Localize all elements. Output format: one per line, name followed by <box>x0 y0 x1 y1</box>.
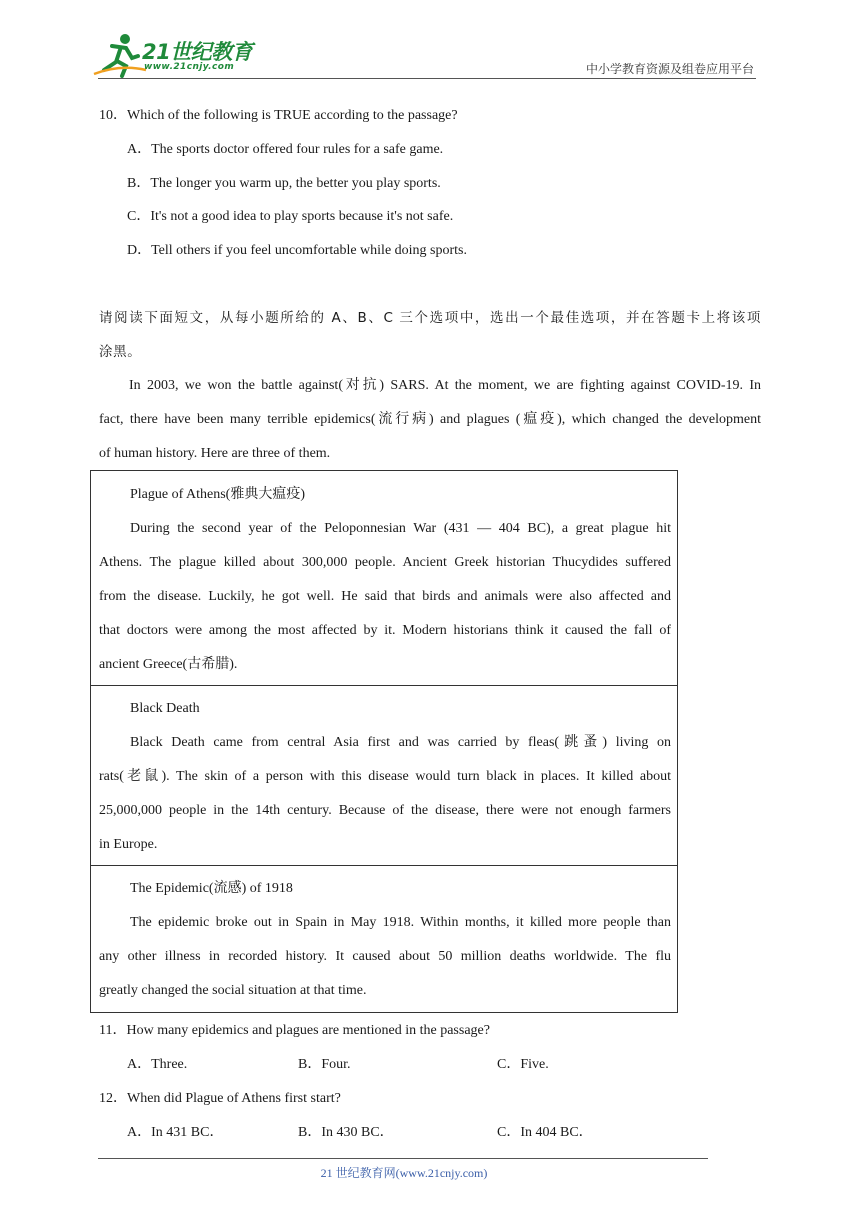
q11-option-a[interactable]: A．Three. <box>127 1057 188 1072</box>
q11-stem: 11．How many epidemics and plagues are mentioned in the passage? <box>99 1023 490 1038</box>
cell-line: greatly changed the social situation at that time. <box>99 983 367 998</box>
table-cell-epidemic-1918 <box>90 865 678 1013</box>
header-divider <box>98 78 756 79</box>
q10-option-b[interactable]: B．The longer you warm up, the better you play sports. <box>127 176 441 191</box>
intro-line-2: fact, there have been many terrible epidemics(流行病) and plagues (瘟疫), which changed the development <box>99 412 761 427</box>
runner-logo-icon <box>92 30 148 80</box>
instructions-line-1: 请阅读下面短文，从每小题所给的 A、B、C 三个选项中，选出一个最佳选项，并在答题卡上将该项 <box>99 310 761 326</box>
q11-option-b[interactable]: B．Four. <box>298 1057 351 1072</box>
q10-option-d[interactable]: D．Tell others if you feel uncomfortable while doing sports. <box>127 243 467 258</box>
footer-divider <box>98 1158 708 1159</box>
page-header <box>0 0 860 90</box>
cell-line: from the disease. Luckily, he got well. He said that birds and animals were also affected and <box>99 589 671 604</box>
instructions-line-2: 涂黑。 <box>99 344 142 360</box>
q12-option-c[interactable]: C．In 404 BC． <box>497 1125 593 1140</box>
q12-option-b[interactable]: B．In 430 BC． <box>298 1125 394 1140</box>
q10-option-c[interactable]: C．It's not a good idea to play sports because it's not safe. <box>127 209 454 224</box>
cell-line: Black Death came from central Asia first and was carried by fleas(跳蚤) living on <box>130 735 671 750</box>
page-footer <box>0 1164 860 1181</box>
cell-line: ancient Greece(古希腊). <box>99 657 238 672</box>
table-cell-plague-of-athens <box>90 470 678 686</box>
cell-title: Plague of Athens(雅典大瘟疫) <box>130 487 305 502</box>
cell-line: in Europe. <box>99 837 158 852</box>
q10-option-a[interactable]: A．The sports doctor offered four rules for a safe game. <box>127 142 444 157</box>
intro-line-3: of human history. Here are three of them. <box>99 446 331 461</box>
logo-text: 21世纪教育 <box>142 40 253 64</box>
intro-line-1: In 2003, we won the battle against(对抗) SARS. At the moment, we are fighting against COVID-19. In <box>129 378 761 393</box>
footer-link[interactable]: 21 世纪教育网(www.21cnjy.com) <box>320 1166 488 1180</box>
cell-line: During the second year of the Peloponnesian War (431 — 404 BC), a great plague hit <box>130 521 671 536</box>
cell-line: rats(老鼠). The skin of a person with this disease would turn black in places. It killed about <box>99 769 671 784</box>
site-logo[interactable] <box>92 30 262 82</box>
cell-title: The Epidemic(流感) of 1918 <box>130 881 293 896</box>
cell-title: Black Death <box>130 701 200 716</box>
cell-line: any other illness in recorded history. It caused about 50 million deaths worldwide. The flu <box>99 949 671 964</box>
logo-url: www.21cnjy.com <box>144 62 235 72</box>
q12-option-a[interactable]: A．In 431 BC． <box>127 1125 224 1140</box>
q11-option-c[interactable]: C．Five. <box>497 1057 549 1072</box>
cell-line: Athens. The plague killed about 300,000 people. Ancient Greek historian Thucydides suffered <box>99 555 671 570</box>
cell-line: 25,000,000 people in the 14th century. Because of the disease, there were not enough farmers <box>99 803 671 818</box>
header-slogan: 中小学教育资源及组卷应用平台 <box>585 62 754 76</box>
cell-line: The epidemic broke out in Spain in May 1918. Within months, it killed more people than <box>130 915 671 930</box>
q12-stem: 12．When did Plague of Athens first start? <box>99 1091 341 1106</box>
table-cell-black-death <box>90 685 678 866</box>
q10-stem: 10．Which of the following is TRUE according to the passage? <box>99 108 458 123</box>
cell-line: that doctors were among the most affected by it. Modern historians think it caused the fall of <box>99 623 671 638</box>
